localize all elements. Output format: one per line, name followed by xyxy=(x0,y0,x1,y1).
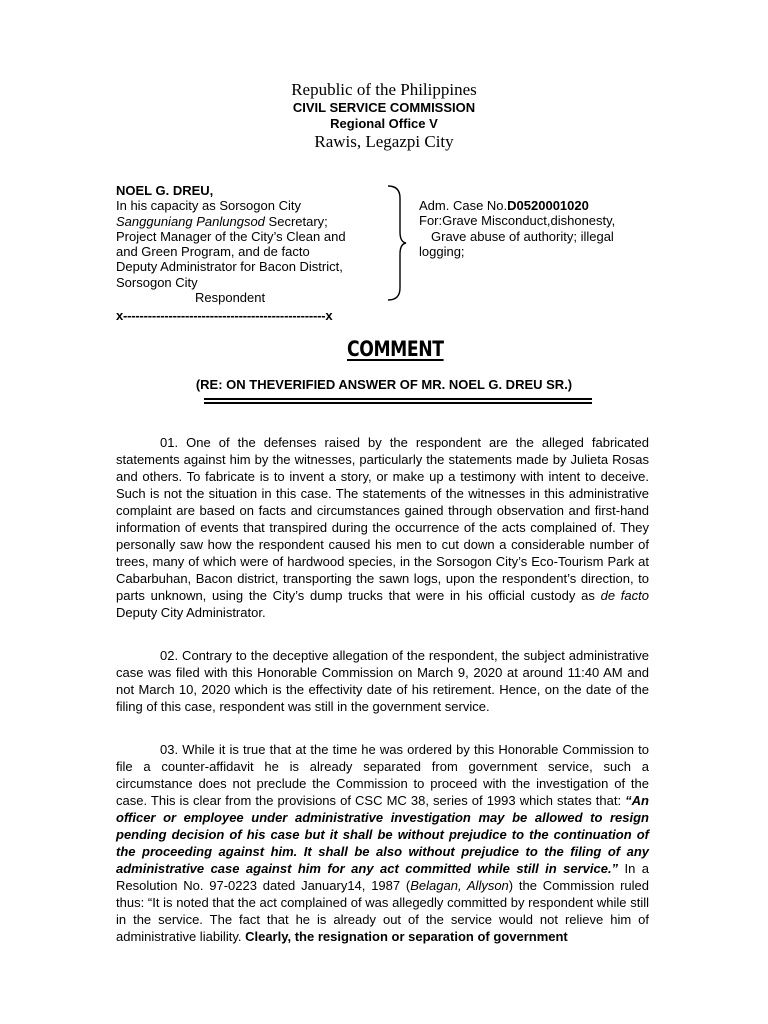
paragraph-bold: Clearly, the resignation or separation of government xyxy=(245,929,568,944)
case-prefix: Adm. Case No. xyxy=(419,198,508,213)
charge-line: Grave abuse of authority; illegal xyxy=(431,228,614,244)
caption-x-line: x-------------------------------------------------x xyxy=(116,308,333,323)
paragraph-02 xyxy=(116,647,649,715)
caption-line: Deputy Administrator for Bacon District, xyxy=(116,259,343,275)
charge-line: For:Grave Misconduct,dishonesty, xyxy=(419,213,616,229)
paragraph-text: 03. While it is true that at the time he was ordered by this Honorable Commission to file a counter-affidavit he is already separated from government service, such a circumstance does not preclude the Commission to proceed with the investigation of the case. This is clear from the provisions of CSC MC 38, series of 1993 which states that: xyxy=(116,742,649,808)
respondent-name: NOEL G. DREU, xyxy=(116,183,214,198)
paragraph-text: Deputy City Administrator. xyxy=(116,605,266,620)
header-location: Rawis, Legazpi City xyxy=(314,132,454,151)
caption-brace xyxy=(384,184,408,302)
caption-line: and Green Program, and de facto xyxy=(116,244,310,260)
caption-line xyxy=(116,214,346,229)
document-title: COMMENT xyxy=(347,337,444,361)
paragraph-italic: de facto xyxy=(600,588,649,603)
paragraph-text: 02. Contrary to the deceptive allegation of the respondent, the subject administrative case was filed with this Honorable Commission on March 9, 2020 at around 11:40 AM and not March 10, 2020 which is the effectivity date of his retirement. Hence, on the date of the filing of this case, respondent was still in the government service. xyxy=(116,648,649,714)
re-line: (RE: ON THEVERIFIED ANSWER OF MR. NOEL G. DREU SR.) xyxy=(195,377,573,392)
quoted-provision: “An officer or employee under administrative investigation may be allowed to resign pending decision of his case but it shall be without prejudice to the continuation of the proceeding against him. It shall be also without prejudice to the filing of any administrative case against him for any act committed while still in service.” xyxy=(116,793,649,876)
sangguniang-text: Sangguniang Panlungsod xyxy=(116,213,265,229)
double-rule xyxy=(204,398,592,404)
paragraph-text: In a Resolution No. 97-0223 dated January14, 1987 ( xyxy=(116,861,649,893)
caption-respondent-block xyxy=(116,183,346,305)
paragraph-text: 01. One of the defenses raised by the respondent are the alleged fabricated statements against him by the witnesses, particularly the statements made by Julieta Rosas and others. To fabricate is to invent a story, or make up a testimony with intent to deceive. Such is not the situation in this case. The statements of the witnesses in this administrative complaint are based on facts and circumstances gained through observation and first-hand information of events that transpired during the occurrence of the acts complained of. They personally saw how the respondent caused his men to cut down a considerable number of trees, many of which were of hardwood species, in the Sorsogon City’s Eco-Tourism Park at Cabarbuhan, Bacon district, transporting the sawn logs, upon the respondent’s direction, to parts unknown, using the City’s dump trucks that were in his official custody as xyxy=(116,435,649,603)
header-regional-office: Regional Office V xyxy=(330,116,438,131)
caption-line: Sorsogon City xyxy=(116,274,198,290)
caption-line: Project Manager of the City’s Clean and xyxy=(116,228,346,244)
caption-case-block xyxy=(419,198,615,259)
paragraph-03 xyxy=(116,741,649,945)
paragraph-01 xyxy=(116,434,649,621)
respondent-label: Respondent xyxy=(195,290,266,306)
header-commission: CIVIL SERVICE COMMISSION xyxy=(292,100,476,115)
case-citation: Belagan, Allyson xyxy=(410,878,509,893)
case-number: D0520001020 xyxy=(507,198,589,213)
case-number-line xyxy=(419,198,615,213)
paragraph-text: ) the Commission ruled thus: “It is noted that the act complained of was allegedly committed by respondent while still in the service. The fact that he is already out of the service would not relieve him of administrative liability. xyxy=(116,878,650,944)
caption-line: In his capacity as Sorsogon City xyxy=(116,198,301,214)
header-republic: Republic of the Philippines xyxy=(291,80,477,99)
charge-line: logging; xyxy=(419,243,465,259)
secretary-text: Secretary; xyxy=(268,213,328,229)
